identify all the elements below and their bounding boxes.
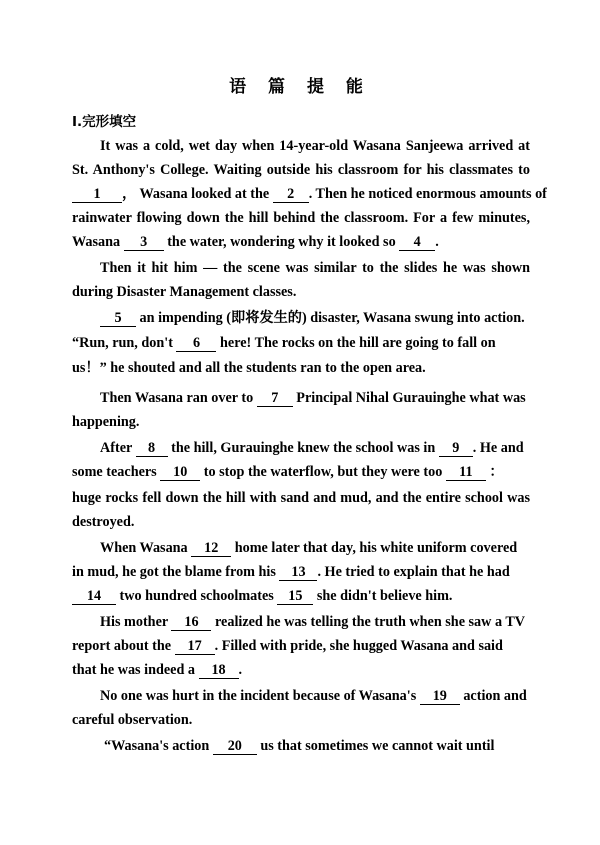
text-line: His mother 16 realized he was telling the truth when she saw a TV bbox=[100, 614, 526, 630]
text-line: huge rocks fell down the hill with sand and mud, and the entire school was bbox=[72, 490, 530, 506]
text-line: 1 ， Wasana looked at the 2 . Then he noticed enormous amounts of bbox=[72, 184, 530, 204]
text-line: in mud, he got the blame from his 13 . He tried to explain that he had bbox=[72, 564, 510, 580]
blank-2[interactable]: 2 bbox=[273, 186, 309, 203]
text-line: Wasana 3 the water, wondering why it looked so 4 . bbox=[72, 234, 439, 250]
text-line: that he was indeed a 18 . bbox=[72, 662, 243, 678]
blank-4[interactable]: 4 bbox=[399, 234, 435, 251]
page-title: 语 篇 提 能 bbox=[229, 77, 371, 97]
blank-5[interactable]: 5 bbox=[100, 310, 136, 327]
blank-1[interactable]: 1 bbox=[72, 186, 122, 203]
text-line: 14 two hundred schoolmates 15 she didn't believe him. bbox=[72, 586, 530, 606]
blank-11[interactable]: 11 bbox=[446, 464, 486, 481]
blank-8[interactable]: 8 bbox=[136, 440, 168, 457]
blank-17[interactable]: 17 bbox=[175, 638, 215, 655]
blank-13[interactable]: 13 bbox=[279, 564, 317, 581]
text-line: some teachers 10 to stop the waterflow, but they were too 11 ： bbox=[72, 464, 504, 480]
text-line: 5 an impending (即将发生的) disaster, Wasana swung into action. bbox=[100, 308, 530, 328]
blank-3[interactable]: 3 bbox=[124, 234, 164, 251]
blank-10[interactable]: 10 bbox=[160, 464, 200, 481]
text-line: happening. bbox=[72, 414, 140, 430]
blank-16[interactable]: 16 bbox=[171, 614, 211, 631]
section-heading: Ⅰ.完形填空 bbox=[72, 114, 137, 130]
blank-19[interactable]: 19 bbox=[420, 688, 460, 705]
text-line: us！” he shouted and all the students ran to the open area. bbox=[72, 360, 426, 376]
text-line: rainwater flowing down the hill behind the classroom. For a few minutes, bbox=[72, 210, 530, 226]
text-line: during Disaster Management classes. bbox=[72, 284, 297, 300]
text-line: report about the 17 . Filled with pride, she hugged Wasana and said bbox=[72, 638, 503, 654]
text-line: “Run, run, don't 6 here! The rocks on the hill are going to fall on bbox=[72, 335, 496, 351]
text-line: Then it hit him — the scene was similar to the slides he was shown bbox=[100, 260, 530, 276]
text-line: No one was hurt in the incident because of Wasana's 19 action and bbox=[100, 688, 527, 704]
blank-20[interactable]: 20 bbox=[213, 738, 257, 755]
text-line: careful observation. bbox=[72, 712, 193, 728]
blank-6[interactable]: 6 bbox=[176, 335, 216, 352]
blank-9[interactable]: 9 bbox=[439, 440, 473, 457]
text-line: After 8 the hill, Gurauinghe knew the school was in 9 . He and bbox=[100, 440, 524, 456]
blank-7[interactable]: 7 bbox=[257, 390, 293, 407]
text-line: When Wasana 12 home later that day, his white uniform covered bbox=[100, 540, 518, 556]
text-line: destroyed. bbox=[72, 514, 135, 530]
text-line: Then Wasana ran over to 7 Principal Nihal Gurauinghe what was bbox=[100, 390, 526, 406]
blank-12[interactable]: 12 bbox=[191, 540, 231, 557]
blank-14[interactable]: 14 bbox=[72, 588, 116, 605]
blank-15[interactable]: 15 bbox=[277, 588, 313, 605]
text-line: St. Anthony's College. Waiting outside his classroom for his classmates to bbox=[72, 162, 530, 178]
text-line: It was a cold, wet day when 14-year-old Wasana Sanjeewa arrived at bbox=[100, 138, 530, 154]
text-line: “Wasana's action 20 us that sometimes we cannot wait until bbox=[104, 738, 495, 754]
blank-18[interactable]: 18 bbox=[199, 662, 239, 679]
